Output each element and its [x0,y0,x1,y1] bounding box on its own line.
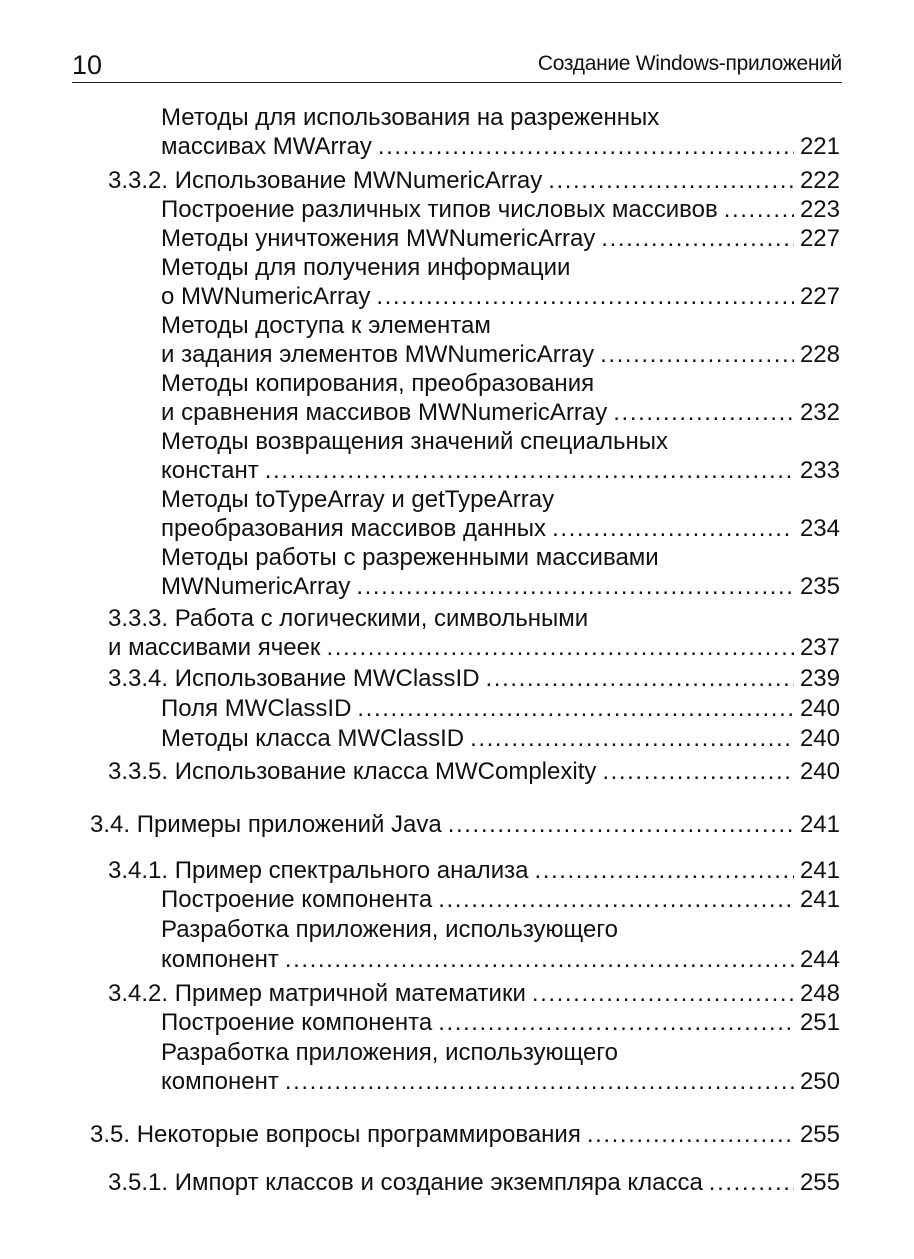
toc-page-number: 240 [799,725,840,752]
toc-page-number: 255 [799,1121,840,1148]
toc-entry [161,399,840,427]
toc-entry [161,946,840,974]
toc-page-number: 240 [799,758,840,785]
leader-dots [552,515,794,543]
toc-page-number: 244 [799,946,840,973]
toc-entry-title: и массивами ячеек [108,634,321,661]
toc-entry-first-line: Методы доступа к элементам [161,312,491,339]
toc-entry-title: 3.3.4. Использование MWClassID [108,665,480,692]
toc-entry [161,515,840,543]
toc-entry [108,857,840,885]
toc-page-number: 255 [799,1169,840,1196]
toc-entry [108,167,840,195]
toc-entry-first-line: Методы копирования, преобразования [161,370,595,397]
toc-entry-title: 3.4. Примеры приложений Java [90,811,442,838]
toc-entry [161,133,840,161]
leader-dots [724,196,794,224]
toc-entry-title: Поля MWClassID [161,695,352,722]
toc-entry [161,341,840,369]
toc-entry [161,283,840,311]
toc-page-number: 221 [799,133,840,160]
leader-dots [438,1009,794,1037]
toc-entry [161,695,840,723]
leader-dots [587,1121,794,1149]
toc-page-number: 241 [799,811,840,838]
toc-entry [161,725,840,753]
toc-entry [108,634,840,662]
leader-dots [613,399,794,427]
toc-page-number: 223 [799,196,840,223]
toc-entry [161,573,840,601]
toc-entry [108,1169,840,1197]
toc-entry-first-line: Методы для получения информации [161,254,571,281]
toc-entry-title: Методы уничтожения MWNumericArray [161,225,596,252]
toc-entry-title: 3.4.1. Пример спектрального анализа [108,857,529,884]
toc-entry [108,665,840,693]
leader-dots [601,225,794,253]
toc-page-number: 239 [799,665,840,692]
leader-dots [357,695,794,723]
leader-dots [548,167,794,195]
toc-entry-title: массивах MWArray [161,133,372,160]
toc-entry-first-line: 3.3.3. Работа с логическими, символьными [108,605,589,632]
toc-entry [161,1068,840,1096]
toc-entry [161,225,840,253]
toc-entry-title: 3.4.2. Пример матричной математики [108,980,526,1007]
toc-entry [161,457,840,485]
page-header [72,42,842,83]
toc-entry-title: Построение компонента [161,1009,433,1036]
leader-dots [265,457,794,485]
toc-entry-title: Построение различных типов числовых массивов [161,196,718,223]
leader-dots [532,980,794,1008]
toc-page-number: 227 [799,225,840,252]
leader-dots [600,341,794,369]
toc-page-number: 237 [799,634,840,661]
toc-page-number: 235 [799,573,840,600]
toc-entry-title: компонент [161,1068,279,1095]
running-title: Создание Windows-приложений [537,52,842,75]
toc-entry-first-line: Методы toTypeArray и getTypeArray [161,486,555,513]
toc-page-number: 227 [799,283,840,310]
toc-entry [161,886,840,914]
toc-page-number: 234 [799,515,840,542]
toc-entry-first-line: Методы для использования на разреженных [161,104,660,131]
toc-entry-title: 3.3.2. Использование MWNumericArray [108,167,543,194]
leader-dots [602,758,794,786]
toc-entry-first-line: Разработка приложения, использующего [161,1039,618,1066]
toc-page-number: 241 [799,886,840,913]
toc-page-number: 248 [799,980,840,1007]
leader-dots [376,283,794,311]
toc-page-number: 251 [799,1009,840,1036]
leader-dots [378,133,794,161]
toc-entry [108,758,840,786]
leader-dots [326,634,794,662]
toc-entry-title: констант [161,457,259,484]
toc-page-number: 250 [799,1068,840,1095]
leader-dots [709,1169,794,1197]
leader-dots [285,946,794,974]
toc-entry [161,1009,840,1037]
toc-entry-first-line: Методы возвращения значений специальных [161,428,668,455]
toc-page-number: 228 [799,341,840,368]
toc-entry-title: Построение компонента [161,886,433,913]
leader-dots [534,857,794,885]
leader-dots [486,665,794,693]
toc-entry-title: Методы класса MWClassID [161,725,465,752]
leader-dots [356,573,794,601]
toc-page-number: 233 [799,457,840,484]
toc-entry-title: о MWNumericArray [161,283,371,310]
toc-entry-title: компонент [161,946,279,973]
leader-dots [470,725,794,753]
leader-dots [448,811,794,839]
toc-entry [90,811,840,839]
toc-entry-first-line: Разработка приложения, использующего [161,916,618,943]
toc-page-number: 222 [799,167,840,194]
toc-entry-title: и сравнения массивов MWNumericArray [161,399,608,426]
toc-entry [90,1121,840,1149]
toc-entry-title: преобразования массивов данных [161,515,547,542]
leader-dots [285,1068,794,1096]
toc-entry [108,980,840,1008]
toc-entry-title: 3.3.5. Использование класса MWComplexity [108,758,597,785]
toc-entry [161,196,840,224]
toc-entry-title: MWNumericArray [161,573,351,600]
toc-entry-title: 3.5. Некоторые вопросы программирования [90,1121,581,1148]
toc-page-number: 241 [799,857,840,884]
toc-entry-first-line: Методы работы с разреженными массивами [161,544,659,571]
toc-page-number: 240 [799,695,840,722]
leader-dots [438,886,794,914]
toc-page-number: 232 [799,399,840,426]
toc-entry-title: 3.5.1. Импорт классов и создание экземпляра класса [108,1169,703,1196]
toc-entry-title: и задания элементов MWNumericArray [161,341,595,368]
page-number: 10 [72,50,103,80]
